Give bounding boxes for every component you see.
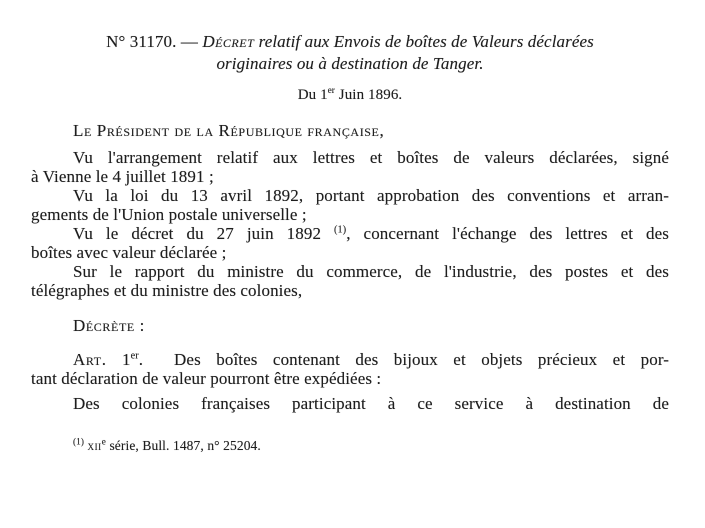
decree-title-part-1: relatif aux Envois de boîtes de Valeurs déclarées: [258, 32, 594, 51]
colonies-line: Des colonies françaises participant à ce service à destination de: [73, 394, 669, 413]
article-number-period: .: [138, 350, 144, 369]
date-ordinal-superscript: er: [327, 85, 335, 95]
article-1-line-2: tant déclaration de valeur pourront être expédiées :: [31, 369, 382, 388]
vu-decret-line-1: [31, 224, 669, 243]
salutation-line: Le Président de la République française,: [73, 121, 385, 140]
footnote-mark: (1): [73, 436, 84, 447]
decree-body: [31, 120, 669, 454]
rapport-line-2: télégraphes et du ministre des colonies,: [31, 281, 303, 300]
article-number: 1: [122, 350, 131, 369]
vu-loi-line-1: Vu la loi du 13 avril 1892, portant approbation des conventions et arran-: [73, 186, 669, 205]
date-text: Du 1: [297, 87, 328, 103]
decree-title-part-2: originaires ou à destination de Tanger.: [216, 54, 484, 73]
footnote-series-superscript: e: [101, 436, 106, 447]
heading-dash: —: [180, 32, 198, 51]
footnote-series: xii: [87, 438, 102, 453]
footnote-text: série, Bull. 1487, n° 25204.: [109, 438, 261, 453]
article-1-line-1: [31, 350, 669, 369]
vu-decret-line-2: boîtes avec valeur déclarée ;: [31, 243, 227, 262]
rapport-line-1: Sur le rapport du ministre du commerce, de l'industrie, des postes et des: [73, 262, 669, 281]
decree-dateline: [31, 86, 669, 104]
date-rest: Juin 1896.: [338, 87, 403, 103]
vu-arrangement-line-1: Vu l'arrangement relatif aux lettres et boîtes de valeurs déclarées, signé: [73, 148, 669, 167]
footnote-reference-mark: (1): [334, 224, 347, 236]
vu-decret-text-post: , concernant l'échange des lettres et des: [346, 224, 670, 243]
article-label: Art.: [73, 350, 107, 369]
vu-loi-line-2: gements de l'Union postale universelle ;: [31, 205, 307, 224]
article-text-line-1: Des boîtes contenant des bijoux et objets précieux et por-: [174, 350, 669, 369]
article-ordinal-superscript: er: [130, 350, 139, 362]
decree-number: N° 31170.: [106, 32, 177, 51]
decree-heading: [31, 31, 669, 75]
vu-arrangement-line-2: à Vienne le 4 juillet 1891 ;: [31, 167, 214, 186]
vu-decret-text-pre: Vu le décret du 27 juin 1892: [73, 224, 322, 243]
decree-word: Décret: [202, 32, 255, 51]
decree-heading-line-1: [31, 31, 669, 53]
footnote: [31, 438, 669, 454]
decrete-label: Décrète :: [73, 316, 145, 335]
